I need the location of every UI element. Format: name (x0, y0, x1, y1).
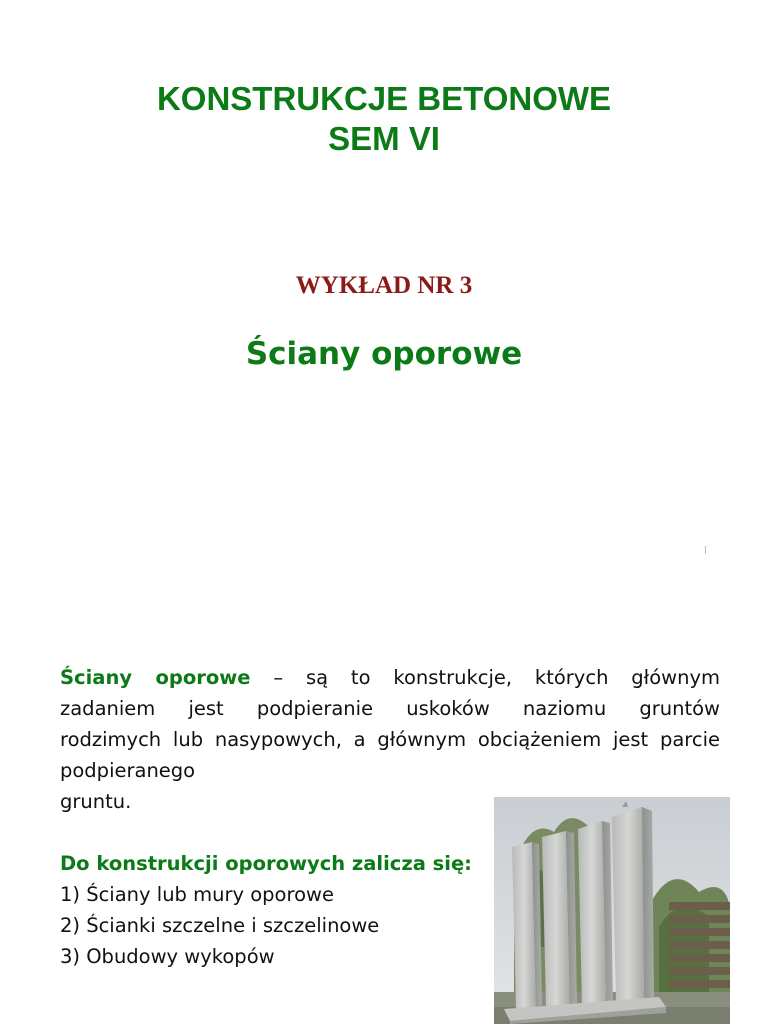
tick-mark (705, 546, 706, 554)
definition-line-1-text: – są to konstrukcje, których głównym (250, 666, 720, 689)
list-item-3: 3) Obudowy wykopów (60, 945, 275, 968)
list-item-2: 2) Ścianki szczelne i szczelinowe (60, 914, 380, 937)
title-line-1: KONSTRUKCJE BETONOWE (156, 80, 612, 117)
definition-line-3: rodzimych lub nasypowych, a głównym obciążeniem jest parcie (60, 728, 720, 751)
definition-line-2: zadaniem jest podpieranie uskoków naziomu gruntów (60, 697, 720, 720)
definition-line-1 (60, 662, 720, 693)
retaining-wall-photo (494, 797, 730, 1024)
definition-paragraph (60, 662, 720, 817)
definition-term: Ściany oporowe (60, 666, 251, 689)
title-line-2: SEM VI (328, 120, 440, 157)
definition-line-4: podpieranego (60, 759, 196, 782)
list-heading: Do konstrukcji oporowych zalicza się: (60, 852, 472, 875)
list-item-1: 1) Ściany lub mury oporowe (60, 883, 334, 906)
lecture-number: WYKŁAD NR 3 (295, 272, 473, 299)
lecture-topic: Ściany oporowe (245, 336, 523, 372)
definition-line-5: gruntu. (60, 790, 132, 813)
